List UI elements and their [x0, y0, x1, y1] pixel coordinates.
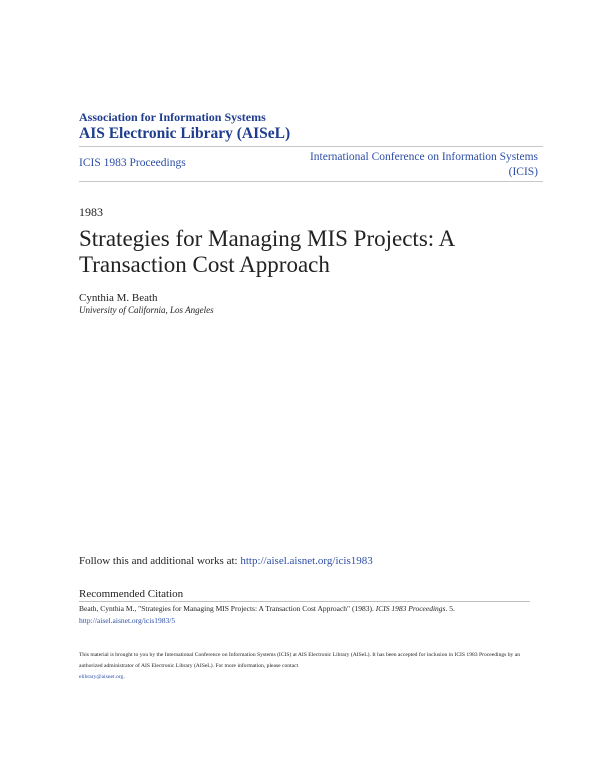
- recommended-citation-heading: Recommended Citation: [79, 588, 184, 600]
- author-affiliation: University of California, Los Angeles: [79, 305, 214, 315]
- paper-title: Strategies for Managing MIS Projects: A Transaction Cost Approach: [79, 226, 454, 277]
- follow-text: Follow this and additional works at:: [79, 555, 241, 567]
- conference-link-line1: International Conference on Information Systems: [309, 151, 538, 163]
- header-block: [79, 110, 290, 143]
- top-divider: [79, 146, 543, 147]
- association-name[interactable]: Association for Information Systems: [79, 110, 266, 124]
- follow-link[interactable]: http://aisel.aisnet.org/icis1983: [240, 555, 373, 567]
- library-name[interactable]: AIS Electronic Library (AISeL): [79, 125, 291, 142]
- availability-notice: [79, 650, 539, 683]
- citation-text: [79, 603, 539, 627]
- notice-end: .: [123, 674, 125, 680]
- contact-email-link[interactable]: elibrary@aisnet.org: [79, 674, 124, 680]
- conference-link-line2: (ICIS): [508, 166, 538, 178]
- bottom-divider: [79, 181, 543, 182]
- conference-link[interactable]: [298, 150, 538, 180]
- notice-text: This material is brought to you by the International Conference on Information Systems (ICIS) at AIS Electronic Library (AISeL). It has been accepted for inclusion in ICIS 1983 Proceedings by an authorized administrator of AIS Electronic Library (AISeL). For more information, please contact: [79, 652, 521, 669]
- proceedings-link[interactable]: ICIS 1983 Proceedings: [79, 157, 186, 169]
- citation-divider: [79, 601, 530, 602]
- citation-proceedings: ICIS 1983 Proceedings: [375, 604, 446, 613]
- citation-link[interactable]: http://aisel.aisnet.org/icis1983/5: [79, 616, 176, 625]
- author-name: Cynthia M. Beath: [79, 292, 158, 304]
- follow-line: [79, 555, 373, 567]
- publication-year: 1983: [79, 205, 103, 219]
- citation-prefix: Beath, Cynthia M., "Strategies for Managing MIS Projects: A Transaction Cost Approach" (1983).: [79, 604, 376, 613]
- citation-suffix: . 5.: [445, 604, 455, 613]
